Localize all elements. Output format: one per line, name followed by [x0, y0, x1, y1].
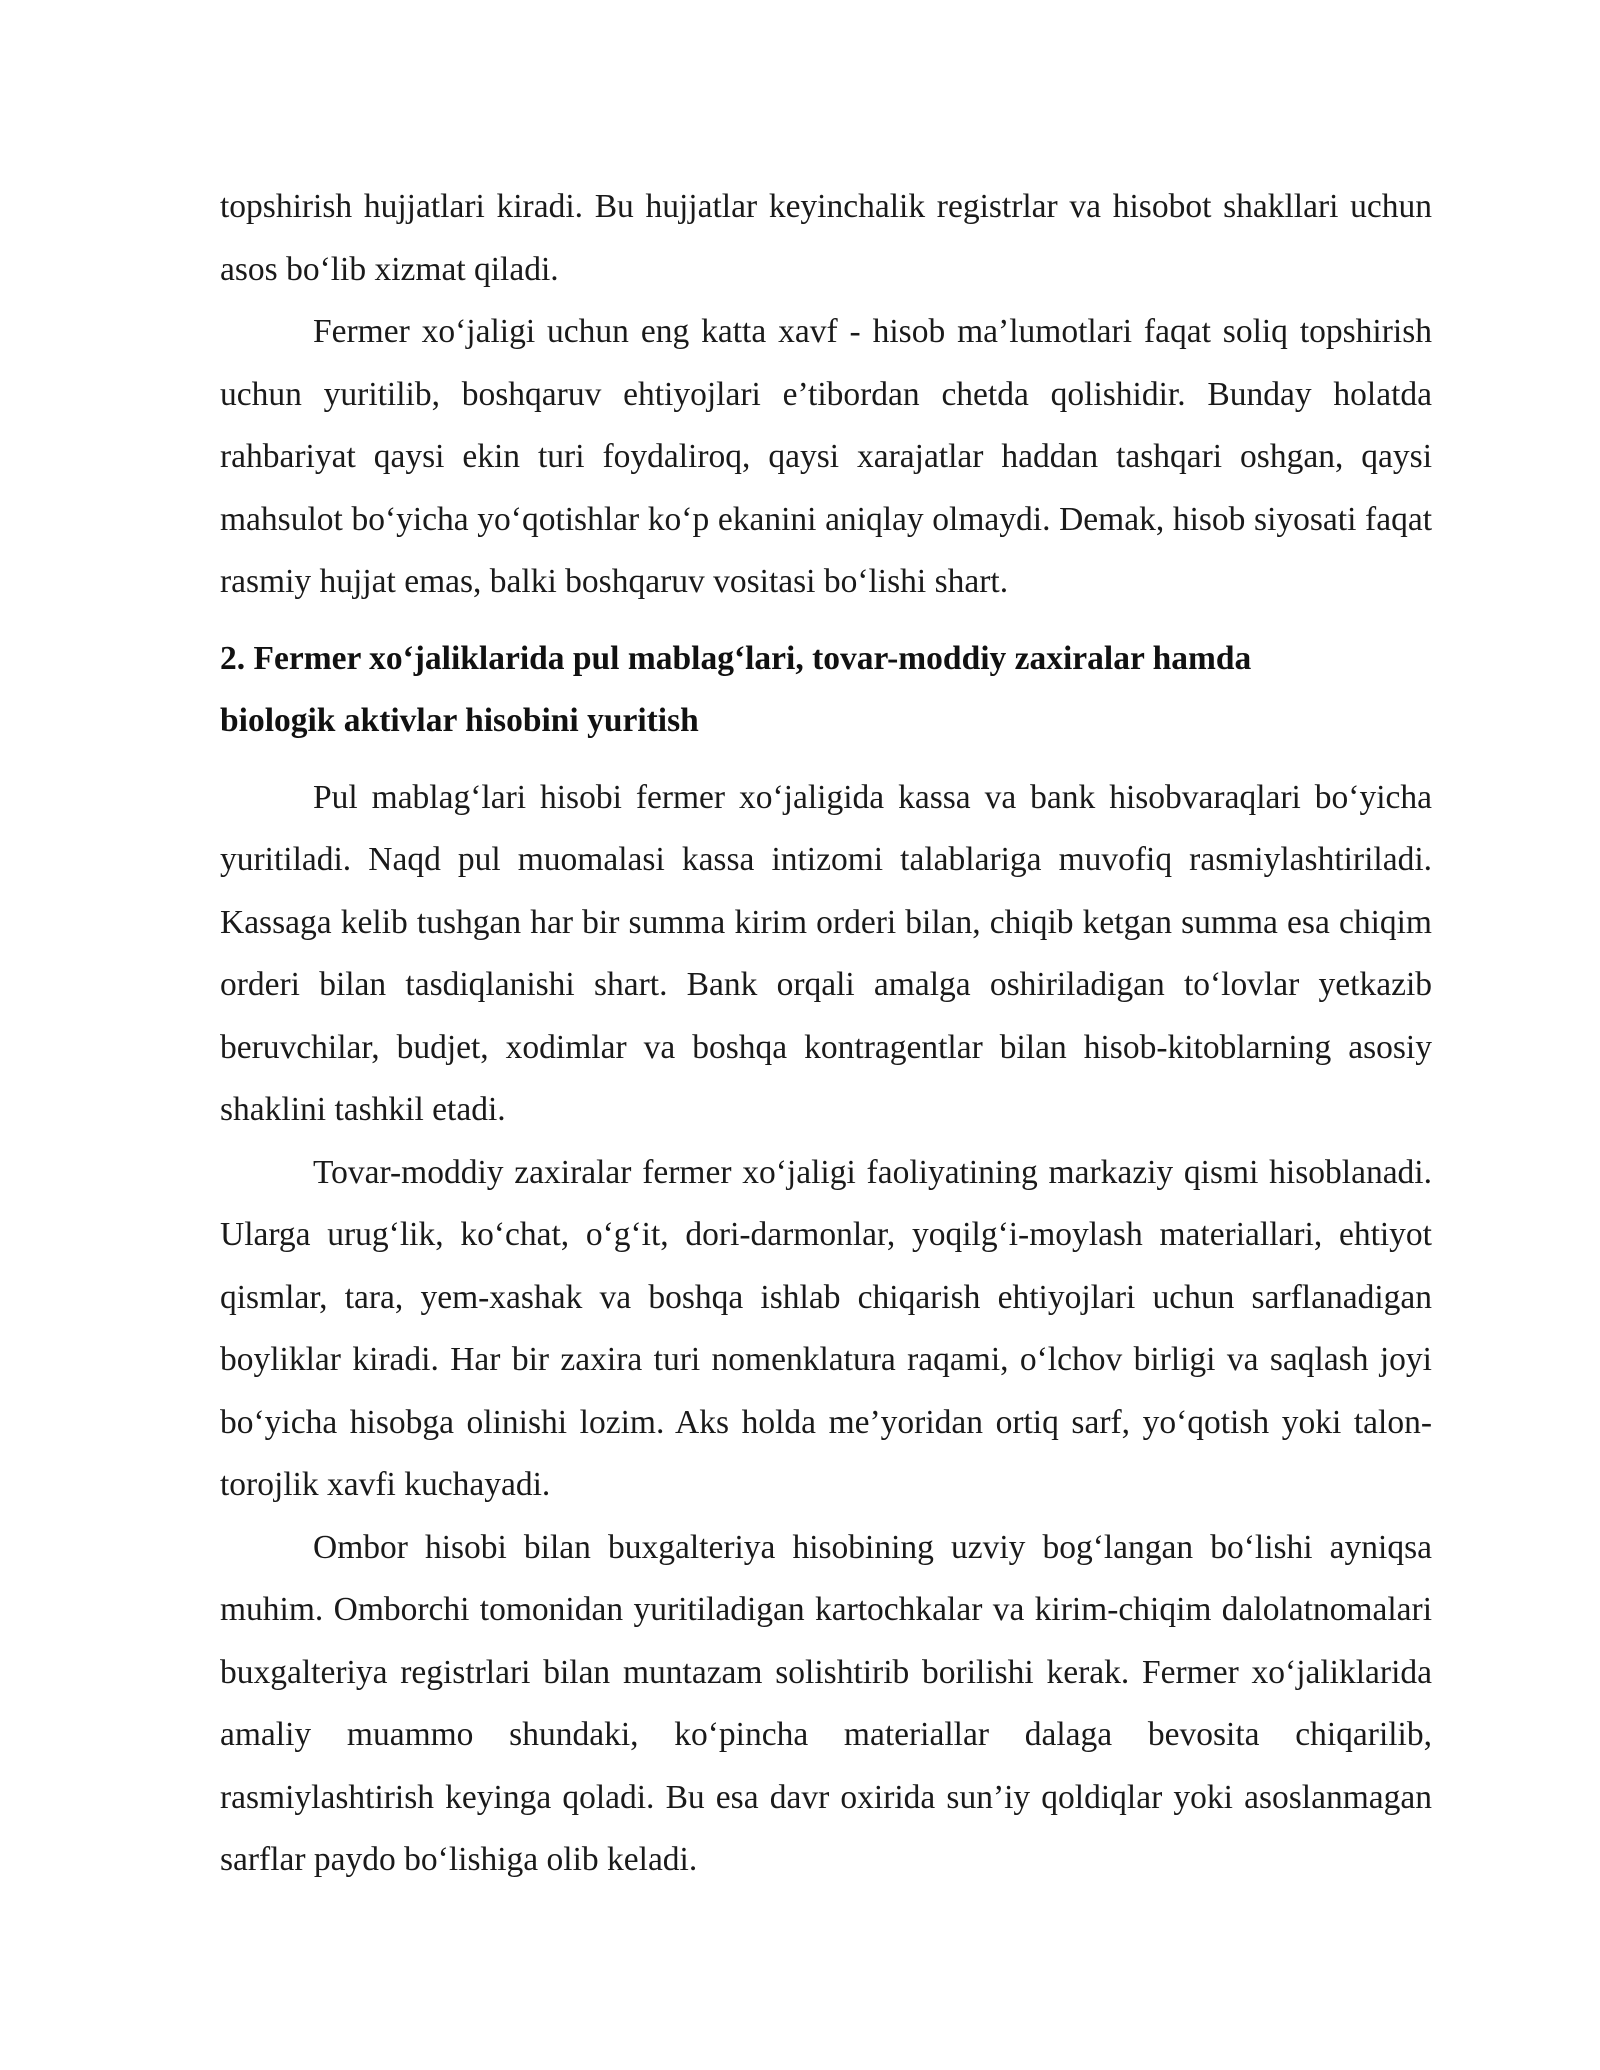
document-page	[220, 176, 1432, 1892]
paragraph-risk: Fermer xo‘jaligi uchun eng katta xavf - hisob ma’lumotlari faqat soliq topshirish uchun yuritilib, boshqaruv ehtiyojlari e’tibordan chetda qolishidir. Bunday holatda rahbariyat qaysi ekin turi foydaliroq, qaysi xarajatlar haddan tashqari oshgan, qaysi mahsulot bo‘yicha yo‘qotishlar ko‘p ekanini aniqlay olmaydi. Demak, hisob siyosati faqat rasmiy hujjat emas, balki boshqaruv vositasi bo‘lishi shart.	[220, 313, 1432, 600]
paragraph-warehouse: Ombor hisobi bilan buxgalteriya hisobining uzviy bog‘langan bo‘lishi ayniqsa muhim. Omborchi tomonidan yuritiladigan kartochkalar va kirim-chiqim dalolatnomalari buxgalteriya registrlari bilan muntazam solishtirib borilishi kerak. Fermer xo‘jaliklarida amaliy muammo shundaki, ko‘pincha materiallar dalaga bevosita chiqarilib, rasmiylashtirish keyinga qoladi. Bu esa davr oxirida sun’iy qoldiqlar yoki asoslanmagan sarflar paydo bo‘lishiga olib keladi.	[220, 1528, 1432, 1878]
paragraph-continuation: topshirish hujjatlari kiradi. Bu hujjatlar keyinchalik registrlar va hisobot shakllari uchun asos bo‘lib xizmat qiladi.	[220, 188, 1432, 288]
paragraph-inventory: Tovar-moddiy zaxiralar fermer xo‘jaligi faoliyatining markaziy qismi hisoblanadi. Ularga urug‘lik, ko‘chat, o‘g‘it, dori-darmonlar, yoqilg‘i-moylash materiallari, ehtiyot qismlar, tara, yem-xashak va boshqa ishlab chiqarish ehtiyojlari uchun sarflanadigan boyliklar kiradi. Har bir zaxira turi nomenklatura raqami, o‘lchov birligi va saqlash joyi bo‘yicha hisobga olinishi lozim. Aks holda me’yoridan ortiq sarf, yo‘qotish yoki talon-torojlik xavfi kuchayadi.	[220, 1153, 1432, 1503]
paragraph-cash: Pul mablag‘lari hisobi fermer xo‘jaligida kassa va bank hisobvaraqlari bo‘yicha yuritiladi. Naqd pul muomalasi kassa intizomi talablariga muvofiq rasmiylashtiriladi. Kassaga kelib tushgan har bir summa kirim orderi bilan, chiqib ketgan summa esa chiqim orderi bilan tasdiqlanishi shart. Bank orqali amalga oshiriladigan to‘lovlar yetkazib beruvchilar, budjet, xodimlar va boshqa kontragentlar bilan hisob-kitoblarning asosiy shaklini tashkil etadi.	[220, 778, 1432, 1128]
section-heading: 2. Fermer xo‘jaliklarida pul mablag‘lari, tovar-moddiy zaxiralar hamda biologik aktivlar hisobini yuritish	[220, 639, 1252, 739]
